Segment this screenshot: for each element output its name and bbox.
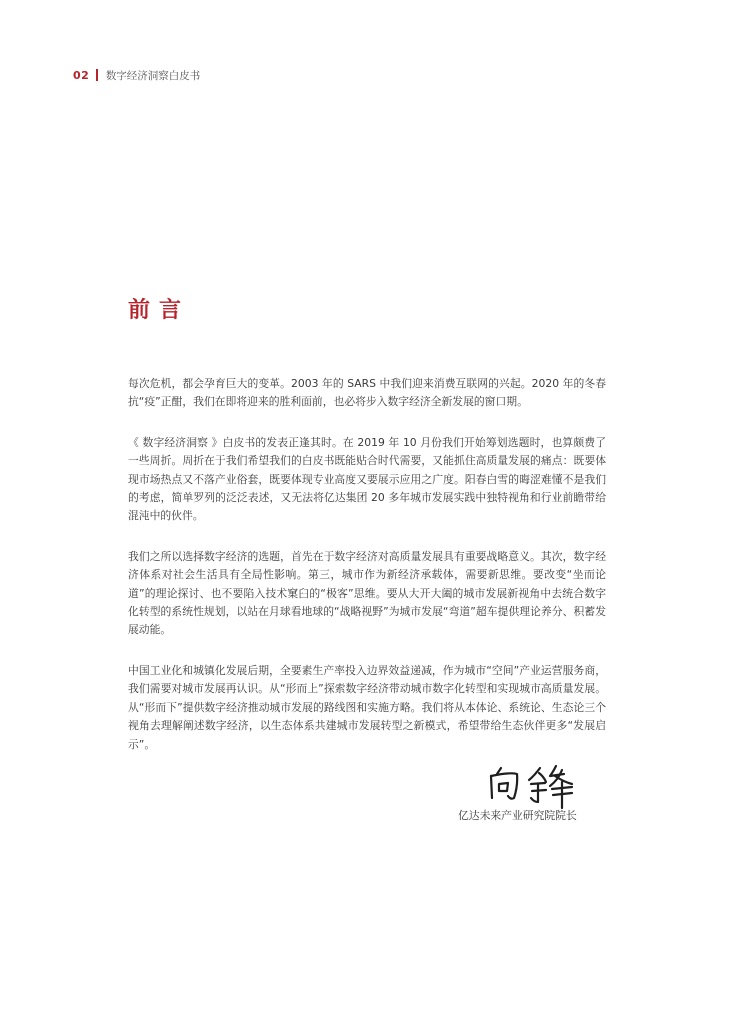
document-title: 数字经济洞察白皮书 [105,69,201,82]
section-title: 前言 [128,298,191,323]
paragraph: 每次危机，都会孕育巨大的变革。2003 年的 SARS 中我们迎来消费互联网的兴起。2020 年的冬春抗“疫”正酣，我们在即将迎来的胜利面前，也必将步入数字经济全新发展的窗口期。 [128,377,606,409]
preface-body [128,375,606,776]
handwritten-signature [484,760,594,810]
paragraph: 中国工业化和城镇化发展后期，全要素生产率投入边界效益递减，作为城市“空间”产业运营服务商，我们需要对城市发展再认识。从“形而上”探索数字经济带动城市数字化转型和实现城市高质量发展。从“形而下”提供数字经济推动城市发展的路线图和实施方略。我们将从本体论、系统论、生态论三个视角去理解阐述数字经济，以生态体系共建城市发展转型之新模式，希望带给生态伙伴更多“发展启示”。 [128,663,606,751]
page-header [73,67,200,83]
signature-caption: 亿达未来产业研究院院长 [458,809,577,822]
page-number: 02 [73,68,90,82]
header-divider [96,69,98,81]
paragraph: 《 数字经济洞察 》白皮书的发表正逢其时。在 2019 年 10 月份我们开始筹划选题时，也算颇费了一些周折。周折在于我们希望我们的白皮书既能贴合时代需要，又能抓住高质量发展的痛点：既要体现市场热点又不落产业俗套，既要体现专业高度又要展示应用之广度。阳春白雪的晦涩难懂不是我们的考虑，简单罗列的泛泛表述，又无法将亿达集团 20 多年城市发展实践中独特视角和行业前瞻带给混沌中的伙伴。 [128,435,606,523]
paragraph: 我们之所以选择数字经济的选题，首先在于数字经济对高质量发展具有重要战略意义。其次，数字经济体系对社会生活具有全局性影响。第三，城市作为新经济承载体，需要新思维。要改变“坐而论道”的理论探讨、也不要陷入技术窠臼的“极客”思维。要从大开大阖的城市发展新视角中去统合数字化转型的系统性规划，以站在月球看地球的“战略视野”为城市发展“弯道”超车提供理论养分、积蓄发展动能。 [128,549,606,637]
